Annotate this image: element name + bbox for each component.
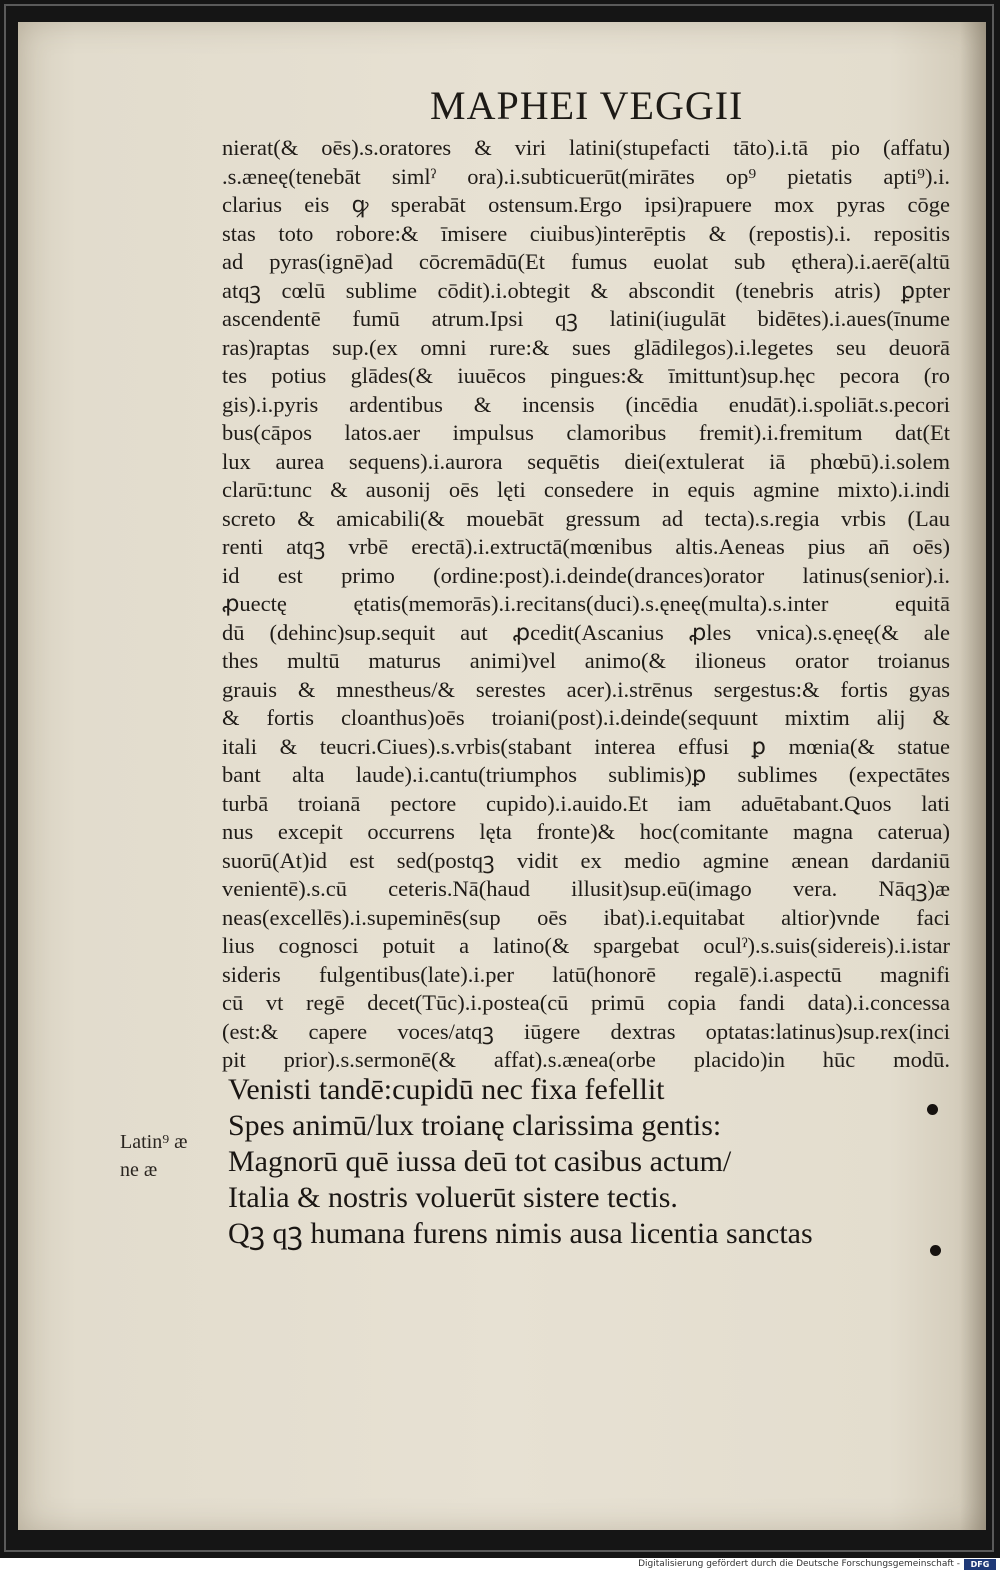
commentary-line: neas(excellēs).i.supeminēs(sup oēs ibat).i.equitabat altior)vnde faci xyxy=(222,904,950,930)
commentary-block xyxy=(222,134,950,1075)
running-head: MAPHEI VEGGII xyxy=(430,83,744,128)
verse-line: Spes animū/lux troianę clarissima gentis: xyxy=(228,1109,722,1142)
commentary-line: dū (dehinc)sup.sequit aut ꝓcedit(Ascanius ꝓles vnica).s.ęneę(& ale xyxy=(222,619,950,645)
commentary-line: pit prior).s.sermonē(& affat).s.ænea(orbe placido)in hūc modū. xyxy=(222,1047,950,1072)
commentary-line: grauis & mnestheus/& serestes acer).i.strēnus sergestus:& fortis gyas xyxy=(222,676,950,702)
commentary-line: ras)raptas sup.(ex omni rure:& sues glādilegos).i.legetes seu deuorā xyxy=(222,334,950,360)
verse-line: Italia & nostris voluerūt sistere tectis. xyxy=(228,1181,678,1214)
commentary-line: (est:& capere voces/atqꝫ iūgere dextras optatas:latinus)sup.rex(inci xyxy=(222,1018,950,1044)
marginal-note-line: ne æ xyxy=(120,1159,158,1181)
commentary-line: tes potius glādes(& iuuēcos pingues:& īmittunt)sup.hęc pecora (ro xyxy=(222,363,950,388)
commentary-line: turbā troianā pectore cupido).i.auido.Et iam aduētabant.Quos lati xyxy=(222,790,950,816)
commentary-line: atqꝫ cœlū sublime cōdit).i.obtegit & abscondit (tenebris atris) ꝑpter xyxy=(222,277,950,303)
commentary-line: thes multū maturus animi)vel animo(& ilioneus orator troianus xyxy=(222,648,950,673)
marginal-note xyxy=(120,1128,220,1184)
commentary-line: ascendentē fumū atrum.Ipsi qꝫ latini(iugulāt bidētes).i.aues(īnume xyxy=(222,306,950,331)
commentary-line: stas toto robore:& īmisere ciuibus)interēptis & (repostis).i. repositis xyxy=(222,220,950,246)
verse-bullet-mark xyxy=(927,1104,938,1115)
commentary-line: & fortis cloanthus)oēs troiani(post).i.deinde(sequunt mixtim alij & xyxy=(222,705,950,730)
footer-credit: Digitalisierung gefördert durch die Deutsche Forschungsgemeinschaft - xyxy=(638,1559,960,1569)
dfg-logo: DFG xyxy=(964,1559,996,1570)
commentary-line: screto & amicabili(& mouebāt gressum ad tecta).s.regia vrbis (Lau xyxy=(222,505,950,531)
commentary-line: bant alta laude).i.cantu(triumphos sublimis)ꝑ sublimes (expectātes xyxy=(222,762,950,787)
verse-block xyxy=(228,1072,928,1252)
commentary-line: gis).i.pyris ardentibus & incensis (incēdia enudāt).i.spoliāt.s.pecori xyxy=(222,391,950,417)
commentary-line: cū vt regē decet(Tūc).i.postea(cū primū copia fandi data).i.concessa xyxy=(222,990,950,1015)
commentary-line: sideris fulgentibus(late).i.per latū(honorē regalē).i.aspectū magnifi xyxy=(222,961,950,987)
commentary-line: suorū(At)id est sed(postqꝫ vidit ex medio agmine ænean dardaniū xyxy=(222,847,950,873)
verse-line: Magnorū quē iussa deū tot casibus actum/ xyxy=(228,1145,732,1178)
verse-line: Venisti tandē:cupidū nec fixa fefellit xyxy=(228,1073,665,1106)
page-edge-shadow xyxy=(960,22,986,1530)
commentary-line: nus excepit occurrens lęta fronte)& hoc(comitante magna caterua) xyxy=(222,819,950,844)
commentary-line: itali & teucri.Ciues).s.vrbis(stabant interea effusi ꝑ mœnia(& statue xyxy=(222,733,950,759)
commentary-line: nierat(& oēs).s.oratores & viri latini(stupefacti tāto).i.tā pio (affatu) xyxy=(222,135,950,160)
commentary-line: bus(cāpos latos.aer impulsus clamoribus fremit).i.fremitum dat(Et xyxy=(222,420,950,445)
verse-bullet-mark xyxy=(930,1245,941,1256)
commentary-line: venientē).s.cū ceteris.Nā(haud illusit)sup.eū(imago vera. Nāqꝫ)æ xyxy=(222,876,950,901)
commentary-line: clarū:tunc & ausonij oēs lęti consedere in equis agmine mixto).i.indi xyxy=(222,477,950,502)
commentary-line: lius cognosci potuit a latino(& spargebat oculˀ).s.suis(sidereis).i.istar xyxy=(222,933,950,958)
commentary-line: .s.æneę(tenebāt simlˀ ora).i.subticuerūt(mirātes op⁹ pietatis apti⁹).i. xyxy=(222,163,950,189)
verse-line: Qꝫ qꝫ humana furens nimis ausa licentia sanctas xyxy=(228,1217,813,1250)
marginal-note-line: Latin⁹ æ xyxy=(120,1131,188,1153)
commentary-line: id est primo (ordine:post).i.deinde(drances)orator latinus(senior).i. xyxy=(222,562,950,588)
commentary-line: renti atqꝫ vrbē erectā).i.extructā(mœnibus altis.Aeneas pius an̄ oēs) xyxy=(222,534,950,559)
commentary-line: ad pyras(ignē)ad cōcremādū(Et fumus euolat sub ęthera).i.aerē(altū xyxy=(222,249,950,274)
digitization-footer xyxy=(0,1558,1000,1571)
commentary-line: ꝓuectę ętatis(memorās).i.recitans(duci).s.ęneę(multa).s.inter equitā xyxy=(222,591,950,616)
commentary-line: clarius eis ꝙ sperabāt ostensum.Ergo ipsi)rapuere mox pyras cōge xyxy=(222,192,950,217)
commentary-line: lux aurea sequens).i.aurora sequētis diei(extulerat iā phœbū).i.solem xyxy=(222,448,950,474)
